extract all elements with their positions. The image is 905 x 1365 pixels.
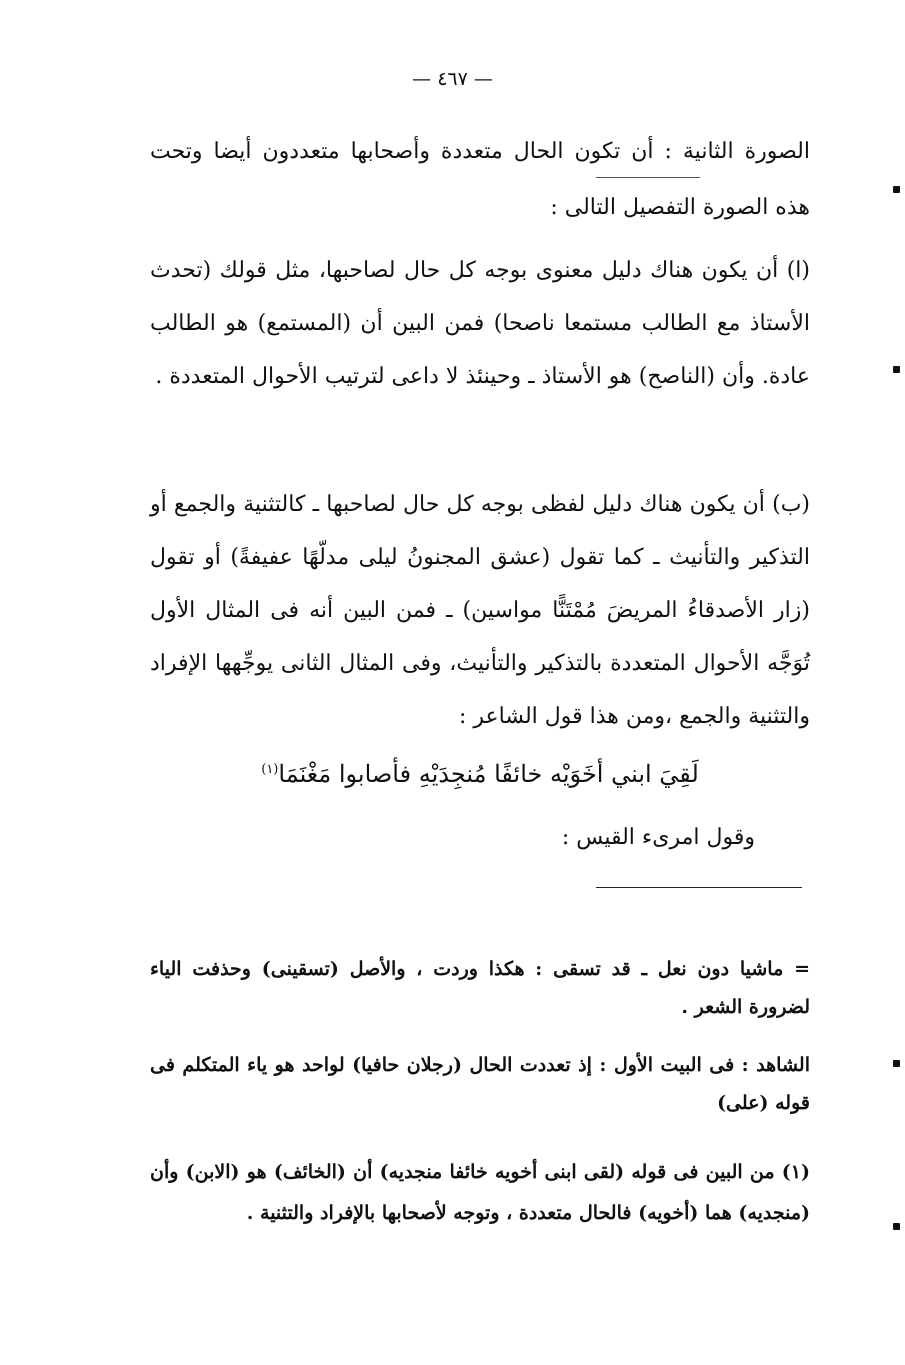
verse-text: لَقِيَ ابني أخَوَيْه خائفًا مُنجِدَيْهِ فأصابوا مَغْنَمَا: [278, 760, 699, 788]
poetry-verse: [150, 746, 810, 798]
footnote-continued: = ماشيا دون نعل ـ قد تسقى : هكذا وردت ، والأصل (تسقينى) وحذفت الياء لضرورة الشعر .: [150, 958, 810, 1018]
margin-mark: [893, 186, 900, 193]
margin-mark: [893, 1060, 900, 1067]
verse-introduction: وقول امرىء القيس :: [561, 825, 755, 850]
paragraph-second-form: الصورة الثانية : أن تكون الحال متعددة وأصحابها متعددون أيضا وتحت هذه الصورة التفصيل التالى :: [150, 139, 810, 220]
margin-mark: [893, 1223, 900, 1230]
page-number: — ٤٦٧ —: [412, 68, 493, 90]
margin-mark: [893, 366, 900, 373]
footnote-separator: [596, 887, 802, 888]
verse-footnote-marker: (١): [261, 762, 279, 777]
footnote-1: (١) من البين فى قوله (لقى ابنى أخويه خائفا منجديه) أن (الخائف) هو (الابن) وأن (منجديه) هما (أخويه) فالحال متعددة ، وتوجه لأصحابها بالإفراد والتثنية .: [150, 1161, 810, 1224]
footnote-evidence: الشاهد : فى البيت الأول : إذ تعددت الحال (رجلان حافيا) لواحد هو ياء المتكلم فى قوله (على): [150, 1054, 810, 1114]
paragraph-ba: (ب) أن يكون هناك دليل لفظى بوجه كل حال لصاحبها ـ كالتثنية والجمع أو التذكير والتأنيث ـ كما تقول (عشق المجنونُ ليلى مدلّهًا عفيفةً) أو تقول (زار الأصدقاءُ المريضَ مُمْتَنًّا مواسين) ـ فمن البين أنه فى المثال الأول تُوَجَّه الأحوال المتعددة بالتذكير والتأنيث، وفى المثال الثانى يوجِّهها الإفراد والتثنية والجمع ،ومن هذا قول الشاعر :: [150, 492, 810, 729]
paragraph-alif: (ا) أن يكون هناك دليل معنوى بوجه كل حال لصاحبها، مثل قولك (تحدث الأستاذ مع الطالب مستمعا ناصحا) فمن البين أن (المستمع) هو الطالب عادة. وأن (الناصح) هو الأستاذ ـ وحينئذ لا داعى لترتيب الأحوال المتعددة .: [150, 258, 810, 389]
